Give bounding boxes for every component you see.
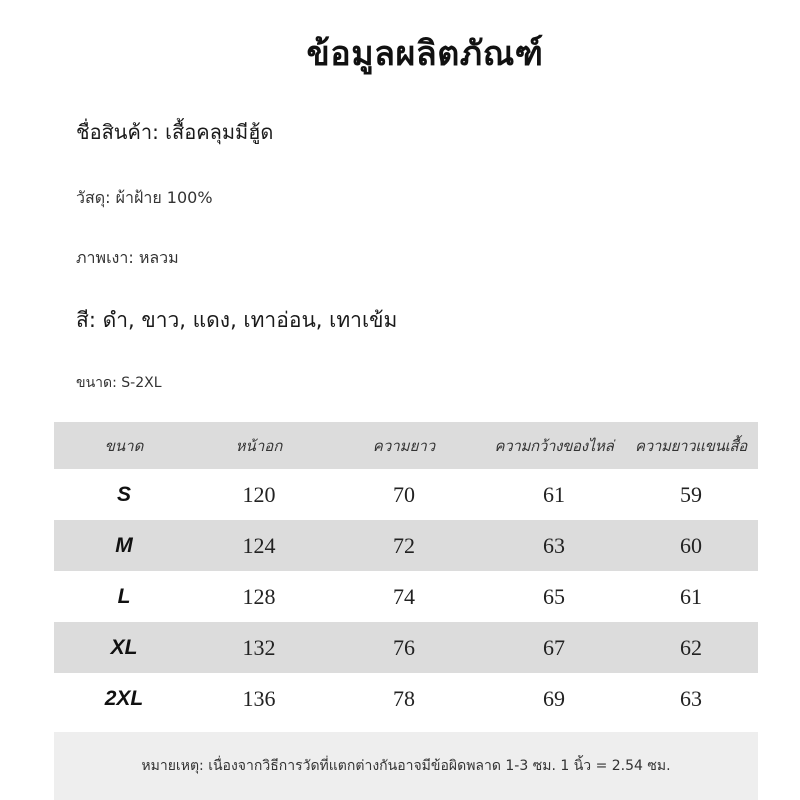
length-cell: 76 xyxy=(393,634,415,660)
size-cell: L xyxy=(117,584,131,608)
table-row xyxy=(54,673,758,724)
size-cell: S xyxy=(116,482,131,506)
measurement-note xyxy=(54,732,758,800)
shoulder-cell: 69 xyxy=(543,685,565,711)
shoulder-cell: 65 xyxy=(543,583,565,609)
length-cell: 70 xyxy=(393,481,415,507)
size-cell: 2XL xyxy=(104,686,144,710)
sleeve-cell: 63 xyxy=(680,685,702,711)
sleeve-cell: 62 xyxy=(680,634,702,660)
header-size: ขนาด xyxy=(104,436,144,455)
product-colors: สี: ดำ, ขาว, แดง, เทาอ่อน, เทาเข้ม xyxy=(76,308,398,332)
size-chart-table xyxy=(54,422,758,724)
sleeve-cell: 59 xyxy=(680,481,702,507)
header-chest: หน้าอก xyxy=(235,436,283,455)
size-cell: XL xyxy=(110,635,138,659)
table-row xyxy=(54,520,758,571)
page-title: ข้อมูลผลิตภัณฑ์ xyxy=(306,34,544,74)
chest-cell: 136 xyxy=(242,685,276,711)
shoulder-cell: 67 xyxy=(543,634,565,660)
chest-cell: 128 xyxy=(242,583,276,609)
chest-cell: 120 xyxy=(242,481,276,507)
note-text: หมายเหตุ: เนื่องจากวิธีการวัดที่แตกต่างกันอาจมีข้อผิดพลาด 1-3 ซม. 1 นิ้ว = 2.54 ซม. xyxy=(141,758,671,774)
product-fit: ภาพเงา: หลวม xyxy=(76,248,179,267)
shoulder-cell: 61 xyxy=(543,481,565,507)
product-name: ชื่อสินค้า: เสื้อคลุมมีฮู้ด xyxy=(76,120,274,144)
sleeve-cell: 60 xyxy=(680,532,702,558)
chest-cell: 124 xyxy=(242,532,276,558)
length-cell: 78 xyxy=(393,685,415,711)
length-cell: 74 xyxy=(393,583,415,609)
shoulder-cell: 63 xyxy=(543,532,565,558)
header-sleeve: ความยาวแขนเสื้อ xyxy=(635,436,747,455)
header-shoulder: ความกว้างของไหล่ xyxy=(494,436,614,455)
table-row xyxy=(54,571,758,622)
chest-cell: 132 xyxy=(242,634,276,660)
header-length: ความยาว xyxy=(372,436,436,455)
table-row xyxy=(54,622,758,673)
product-size-range: ขนาด: S-2XL xyxy=(76,375,162,391)
table-header-row xyxy=(54,422,758,469)
size-cell: M xyxy=(115,533,133,557)
product-material: วัสดุ: ผ้าฝ้าย 100% xyxy=(76,188,213,207)
length-cell: 72 xyxy=(393,532,415,558)
table-row xyxy=(54,469,758,520)
sleeve-cell: 61 xyxy=(680,583,702,609)
